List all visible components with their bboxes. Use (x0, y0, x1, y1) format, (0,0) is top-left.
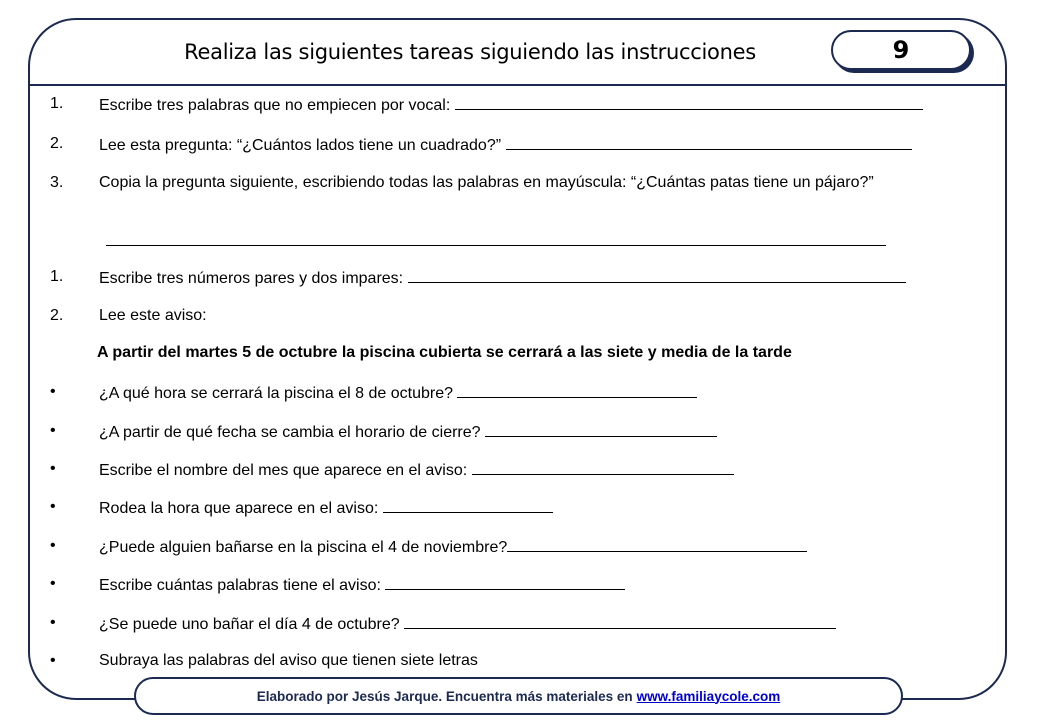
bullet: • (50, 652, 56, 669)
item-text: Escribe cuántas palabras tiene el aviso: (99, 574, 980, 596)
item-number: 2. (50, 135, 64, 152)
answer-line[interactable] (106, 245, 886, 246)
answer-line[interactable] (472, 459, 734, 475)
footer-text: Elaborado por Jesús Jarque. Encuentra más materiales en (256, 688, 633, 704)
item-text: Escribe tres palabras que no empiecen por vocal: (99, 94, 980, 116)
answer-line[interactable] (385, 574, 625, 590)
item-text: Escribe el nombre del mes que aparece en el aviso: (99, 459, 980, 481)
item-number: 1. (50, 95, 64, 112)
bullet: • (50, 498, 56, 515)
item-text: Rodea la hora que aparece en el aviso: (99, 497, 980, 519)
answer-line[interactable] (485, 421, 717, 437)
worksheet-title: Realiza las siguientes tareas siguiendo las instrucciones (184, 40, 756, 64)
item-number: 3. (50, 174, 64, 191)
footer-link[interactable]: www.familiaycole.com (636, 688, 781, 704)
worksheet-number-badge: 9 (831, 30, 971, 70)
answer-line[interactable] (506, 134, 912, 150)
bullet: • (50, 575, 56, 592)
bullet: • (50, 460, 56, 477)
bullet: • (50, 422, 56, 439)
answer-line[interactable] (408, 267, 906, 283)
item-number: 2. (50, 307, 64, 324)
item-text: Lee este aviso: (99, 307, 207, 324)
item-text: ¿Puede alguien bañarse en la piscina el 4 de noviembre? (99, 536, 980, 558)
item-text: Lee esta pregunta: “¿Cuántos lados tiene un cuadrado?” (99, 134, 980, 156)
item-number: 1. (50, 268, 64, 285)
answer-line[interactable] (457, 382, 697, 398)
answer-line[interactable] (455, 94, 923, 110)
footer-credit (134, 677, 903, 715)
item-text: ¿A partir de qué fecha se cambia el horario de cierre? (99, 421, 980, 443)
answer-line[interactable] (404, 613, 836, 629)
item-text: ¿A qué hora se cerrará la piscina el 8 de octubre? (99, 382, 980, 404)
item-text: Copia la pregunta siguiente, escribiendo todas las palabras en mayúscula: “¿Cuántas patas tiene un pájaro?” (99, 174, 874, 191)
header-divider (30, 84, 1005, 86)
bullet: • (50, 537, 56, 554)
item-text: ¿Se puede uno bañar el día 4 de octubre? (99, 613, 980, 635)
bullet: • (50, 383, 56, 400)
item-text: Escribe tres números pares y dos impares: (99, 267, 980, 289)
answer-line[interactable] (383, 497, 553, 513)
notice-text: A partir del martes 5 de octubre la piscina cubierta se cerrará a las siete y media de la tarde (97, 344, 792, 361)
answer-line[interactable] (507, 536, 807, 552)
item-text: Subraya las palabras del aviso que tienen siete letras (99, 652, 478, 669)
bullet: • (50, 614, 56, 631)
